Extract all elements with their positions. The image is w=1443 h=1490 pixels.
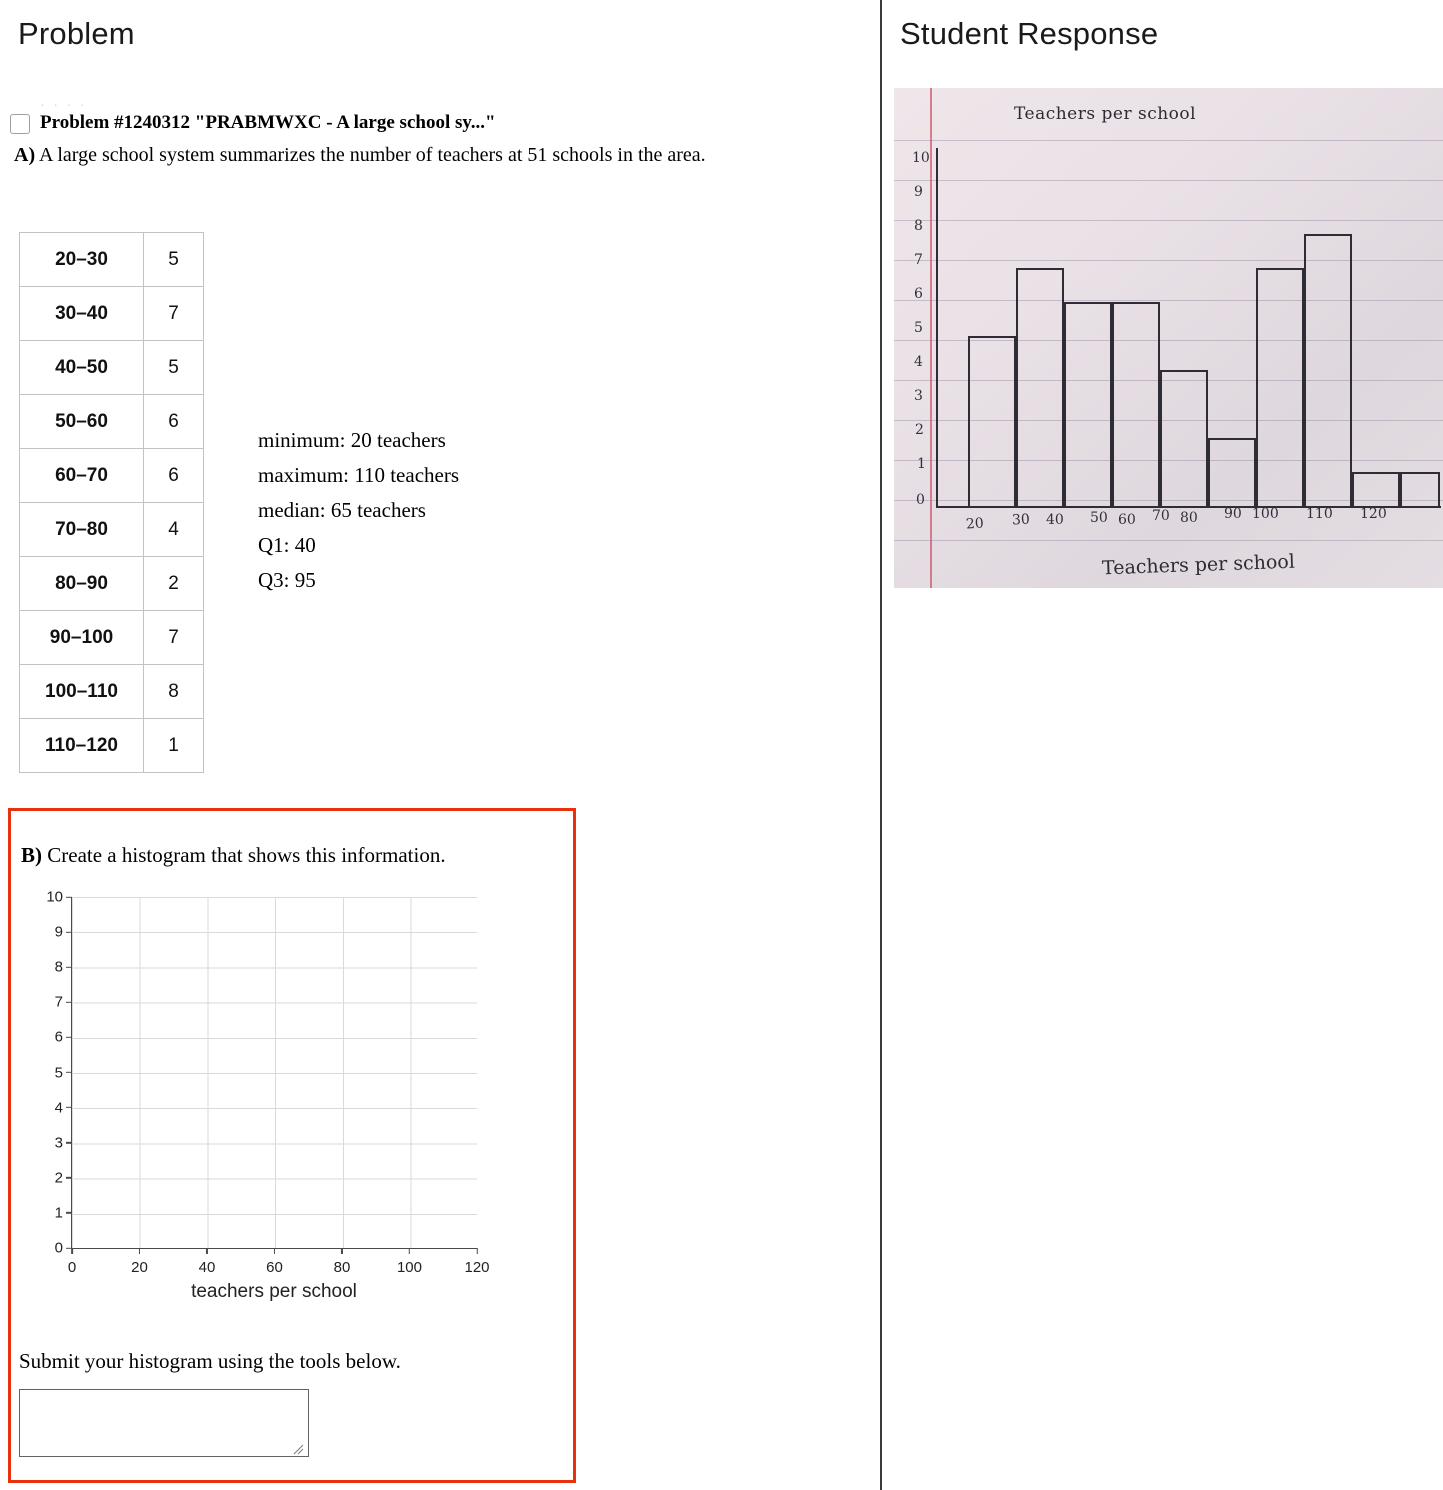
x-tick: 20 bbox=[131, 1248, 148, 1276]
student-response-pane bbox=[884, 0, 1443, 1490]
bin-count: 1 bbox=[144, 719, 204, 773]
y-tick: 5 bbox=[55, 1064, 72, 1081]
part-a-prefix: A) bbox=[14, 144, 36, 166]
x-tick: 40 bbox=[199, 1248, 216, 1276]
problem-checkbox[interactable] bbox=[10, 114, 30, 134]
handwritten-x-label: 30 bbox=[1011, 511, 1031, 529]
handwritten-x-label: 110 bbox=[1306, 506, 1333, 522]
bin-count: 7 bbox=[144, 611, 204, 665]
handdrawn-bar bbox=[1352, 472, 1400, 506]
handwritten-x-label: 20 bbox=[965, 515, 985, 533]
handwritten-x-label: 70 bbox=[1152, 508, 1170, 524]
x-tick: 80 bbox=[334, 1248, 351, 1276]
handwritten-y-label: 1 bbox=[917, 456, 926, 472]
pane-divider bbox=[880, 0, 882, 1490]
bin-label: 100–110 bbox=[20, 665, 144, 719]
handwritten-title: Teachers per school bbox=[1014, 104, 1197, 124]
handwritten-y-label: 5 bbox=[914, 320, 923, 336]
notebook-margin-line bbox=[930, 88, 932, 588]
histogram-plot-area[interactable] bbox=[46, 888, 490, 1276]
student-work-photo[interactable] bbox=[894, 88, 1443, 588]
handwritten-y-label: 4 bbox=[914, 354, 923, 370]
submit-instruction: Submit your histogram using the tools below. bbox=[19, 1349, 401, 1373]
handwritten-y-label: 9 bbox=[914, 184, 923, 200]
handwritten-y-label: 7 bbox=[914, 252, 923, 268]
part-a-text: A large school system summarizes the number of teachers at 51 schools in the area. bbox=[35, 144, 706, 166]
y-tick: 8 bbox=[55, 959, 72, 976]
table-row bbox=[20, 233, 204, 287]
bin-count: 6 bbox=[144, 395, 204, 449]
part-a-statement bbox=[14, 144, 706, 167]
part-b-prefix: B) bbox=[21, 843, 42, 867]
y-tick: 6 bbox=[55, 1029, 72, 1046]
table-row bbox=[20, 395, 204, 449]
y-tick: 3 bbox=[55, 1134, 72, 1151]
stat-q1: Q1: 40 bbox=[258, 533, 316, 557]
table-row bbox=[20, 557, 204, 611]
stat-minimum: minimum: 20 teachers bbox=[258, 428, 446, 452]
bin-count: 8 bbox=[144, 665, 204, 719]
stat-q3: Q3: 95 bbox=[258, 568, 316, 592]
bin-count: 7 bbox=[144, 287, 204, 341]
handwritten-axis-caption: Teachers per school bbox=[1101, 550, 1296, 580]
handdrawn-bar bbox=[1112, 302, 1160, 506]
bin-label: 90–100 bbox=[20, 611, 144, 665]
handdrawn-bar bbox=[1256, 268, 1304, 506]
bin-label: 110–120 bbox=[20, 719, 144, 773]
table-row bbox=[20, 611, 204, 665]
x-axis-label: teachers per school bbox=[191, 1281, 357, 1302]
part-b-text: Create a histogram that shows this information. bbox=[42, 843, 446, 867]
frequency-table-body bbox=[20, 233, 204, 773]
x-tick: 0 bbox=[68, 1248, 76, 1276]
handdrawn-bar bbox=[1400, 472, 1440, 506]
faint-text-line: · · · · bbox=[40, 96, 87, 113]
table-row bbox=[20, 449, 204, 503]
bin-label: 60–70 bbox=[20, 449, 144, 503]
table-row bbox=[20, 503, 204, 557]
part-b-highlight-box bbox=[8, 808, 576, 1483]
bin-count: 2 bbox=[144, 557, 204, 611]
bin-label: 50–60 bbox=[20, 395, 144, 449]
frequency-table bbox=[19, 232, 204, 773]
empty-histogram-grid[interactable] bbox=[19, 883, 519, 1323]
x-tick: 100 bbox=[397, 1248, 422, 1276]
bin-count: 6 bbox=[144, 449, 204, 503]
student-response-title: Student Response bbox=[900, 16, 1159, 51]
handdrawn-y-axis bbox=[936, 148, 938, 508]
handwritten-y-label: 2 bbox=[915, 422, 924, 438]
answer-input[interactable] bbox=[19, 1389, 309, 1457]
handdrawn-bar bbox=[1304, 234, 1352, 506]
y-tick: 1 bbox=[55, 1204, 72, 1221]
y-tick: 9 bbox=[55, 924, 72, 941]
y-tick: 4 bbox=[55, 1099, 72, 1116]
handwritten-x-label: 100 bbox=[1252, 506, 1279, 522]
y-tick: 0 bbox=[55, 1240, 72, 1257]
bin-count: 5 bbox=[144, 233, 204, 287]
handdrawn-bar bbox=[1160, 370, 1208, 506]
table-row bbox=[20, 287, 204, 341]
handwritten-x-label: 50 bbox=[1090, 510, 1108, 526]
handdrawn-bar bbox=[968, 336, 1016, 506]
summary-statistics bbox=[258, 423, 459, 598]
handwritten-y-label: 6 bbox=[914, 286, 923, 302]
handwritten-x-label: 80 bbox=[1180, 510, 1198, 526]
handwritten-y-label: 10 bbox=[912, 150, 930, 166]
problem-header bbox=[10, 112, 496, 134]
y-tick: 10 bbox=[46, 889, 72, 906]
table-row bbox=[20, 719, 204, 773]
x-tick: 120 bbox=[464, 1248, 489, 1276]
y-tick: 2 bbox=[55, 1169, 72, 1186]
part-b-statement bbox=[21, 843, 446, 868]
handwritten-x-label: 60 bbox=[1118, 512, 1136, 528]
handdrawn-bar bbox=[1016, 268, 1064, 506]
handwritten-x-label: 90 bbox=[1224, 506, 1242, 522]
bin-label: 20–30 bbox=[20, 233, 144, 287]
handdrawn-bar bbox=[1208, 438, 1256, 506]
problem-id-label: Problem #1240312 "PRABMWXC - A large school sy..." bbox=[40, 112, 496, 133]
bin-label: 30–40 bbox=[20, 287, 144, 341]
handwritten-y-label: 3 bbox=[914, 388, 923, 404]
bin-label: 40–50 bbox=[20, 341, 144, 395]
handwritten-y-label: 0 bbox=[916, 492, 925, 508]
table-row bbox=[20, 341, 204, 395]
y-tick: 7 bbox=[55, 994, 72, 1011]
table-row bbox=[20, 665, 204, 719]
stat-maximum: maximum: 110 teachers bbox=[258, 463, 459, 487]
bin-count: 5 bbox=[144, 341, 204, 395]
bin-count: 4 bbox=[144, 503, 204, 557]
handdrawn-bar bbox=[1064, 302, 1112, 506]
bin-label: 80–90 bbox=[20, 557, 144, 611]
stat-median: median: 65 teachers bbox=[258, 498, 426, 522]
handwritten-x-label: 120 bbox=[1360, 506, 1387, 522]
handwritten-y-label: 8 bbox=[914, 218, 923, 234]
x-tick: 60 bbox=[266, 1248, 283, 1276]
handwritten-x-label: 40 bbox=[1046, 512, 1064, 528]
bin-label: 70–80 bbox=[20, 503, 144, 557]
page-title: Problem bbox=[18, 16, 135, 51]
